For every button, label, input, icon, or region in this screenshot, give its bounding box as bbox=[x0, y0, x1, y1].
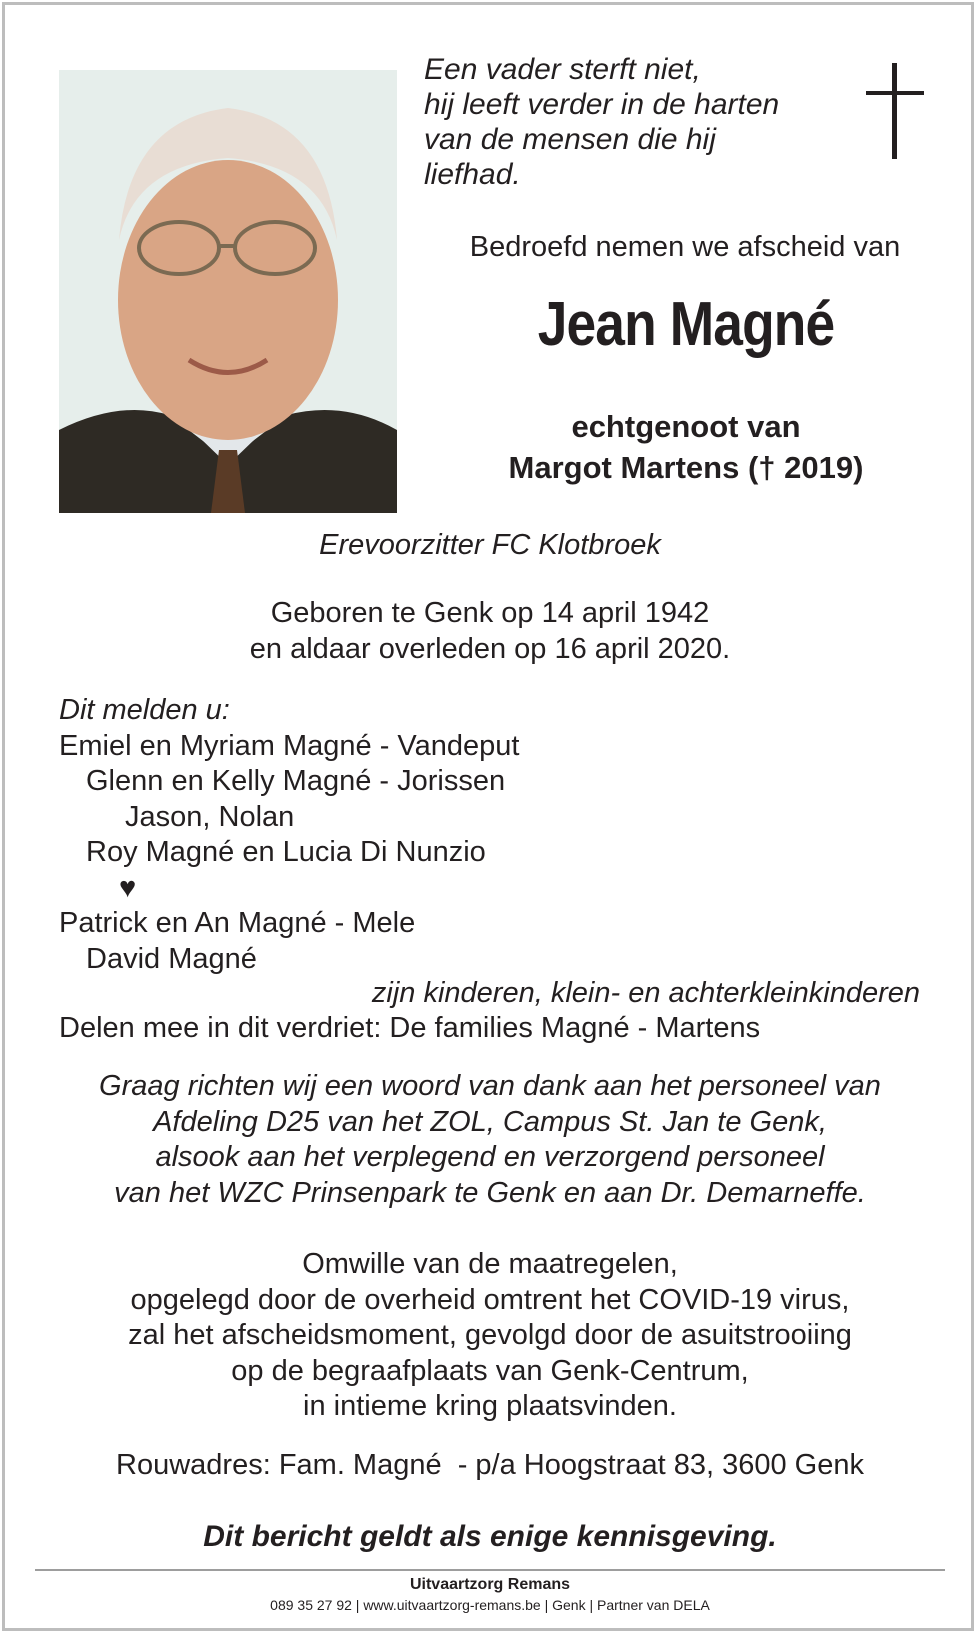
notice-text: Dit bericht geldt als enige kennisgeving. bbox=[203, 1520, 777, 1553]
spouse-relation: echtgenoot van bbox=[571, 409, 801, 444]
portrait-photo bbox=[59, 70, 397, 513]
family-member: Roy Magné en Lucia Di Nunzio bbox=[86, 836, 486, 868]
covid-line: in intieme kring plaatsvinden. bbox=[303, 1390, 677, 1422]
poem-line: Een vader sterft niet, bbox=[424, 53, 701, 86]
poem-line: liefhad. bbox=[424, 158, 521, 191]
thanks-paragraph bbox=[40, 1069, 940, 1211]
covid-line: opgelegd door de overheid omtrent het COVID-19 virus, bbox=[130, 1283, 850, 1316]
footer-divider bbox=[35, 1569, 945, 1571]
birth-line: Geboren te Genk op 14 april 1942 bbox=[270, 597, 710, 629]
thanks-line: Graag richten wij een woord van dank aan het personeel van bbox=[99, 1070, 881, 1102]
company-contact: 089 35 27 92 | www.uitvaartzorg-remans.be | Genk | Partner van DELA bbox=[270, 1597, 710, 1613]
family-member: Jason, Nolan bbox=[125, 800, 295, 833]
poem bbox=[424, 52, 804, 192]
family-share: Delen mee in dit verdriet: De families Magné - Martens bbox=[59, 1012, 761, 1044]
life-dates bbox=[40, 595, 940, 667]
mourning-address: Rouwadres: Fam. Magné - p/a Hoogstraat 83, 3600 Genk bbox=[116, 1449, 864, 1481]
cross-icon bbox=[866, 63, 924, 159]
deceased-name: Jean Magné bbox=[537, 290, 835, 359]
family-member: David Magné bbox=[86, 942, 257, 975]
intro-text: Bedroefd nemen we afscheid van bbox=[469, 231, 901, 263]
thanks-line: alsook aan het verplegend en verzorgend personeel bbox=[155, 1141, 825, 1173]
family-member: Glenn en Kelly Magné - Jorissen bbox=[86, 765, 506, 797]
spouse-name: Margot Martens († 2019) bbox=[508, 450, 864, 485]
covid-line: zal het afscheidsmoment, gevolgd door de asuitstrooiing bbox=[128, 1319, 852, 1351]
family-heading: Dit melden u: bbox=[59, 694, 230, 726]
family-list bbox=[59, 693, 939, 977]
thanks-line: van het WZC Prinsenpark te Genk en aan Dr. Demarneffe. bbox=[114, 1176, 866, 1209]
spouse-block bbox=[410, 406, 962, 488]
family-member: Emiel en Myriam Magné - Vandeput bbox=[59, 729, 520, 762]
family-member: Patrick en An Magné - Mele bbox=[59, 907, 416, 939]
poem-line: hij leeft verder in de harten bbox=[424, 88, 780, 121]
honor-title: Erevoorzitter FC Klotbroek bbox=[319, 529, 661, 561]
funeral-company: Uitvaartzorg Remans bbox=[409, 1576, 571, 1593]
thanks-line: Afdeling D25 van het ZOL, Campus St. Jan te Genk, bbox=[153, 1105, 827, 1138]
covid-line: Omwille van de maatregelen, bbox=[302, 1248, 678, 1280]
covid-paragraph bbox=[40, 1247, 940, 1425]
heart-icon: ♥ bbox=[119, 871, 137, 904]
death-line: en aldaar overleden op 16 april 2020. bbox=[249, 633, 731, 665]
covid-line: op de begraafplaats van Genk-Centrum, bbox=[231, 1354, 749, 1387]
poem-line: van de mensen die hij bbox=[424, 123, 716, 156]
family-relation: zijn kinderen, klein- en achterkleinkinderen bbox=[371, 977, 920, 1009]
